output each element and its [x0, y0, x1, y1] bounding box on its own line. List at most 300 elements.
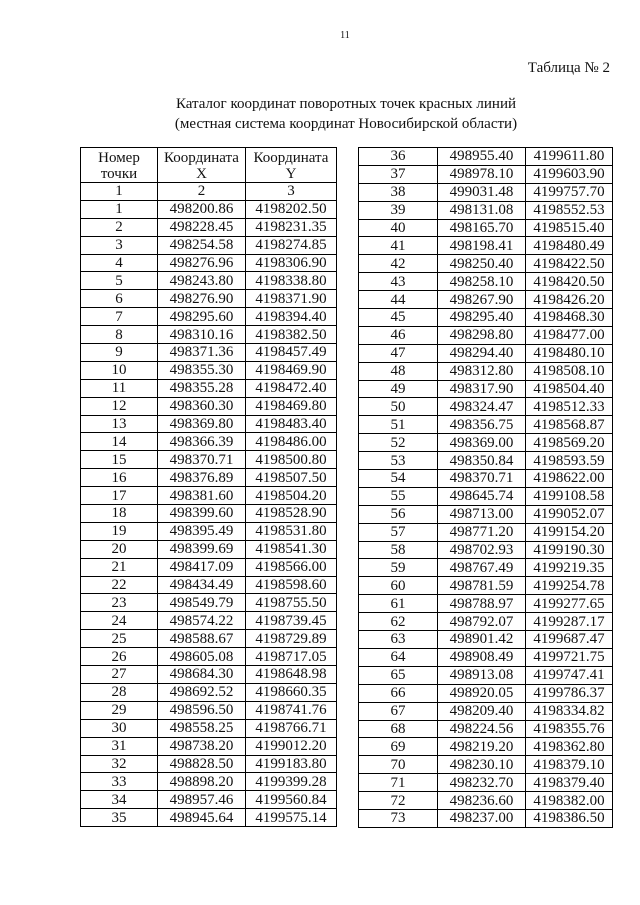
cell-coord-y: 4198202.50 [246, 200, 337, 218]
table-row [81, 379, 337, 397]
column-number-cell: 2 [158, 183, 246, 201]
header-text: Координата [164, 149, 239, 166]
table-row [359, 505, 613, 523]
cell-coord-y: 4198486.00 [246, 433, 337, 451]
cell-coord-x: 498198.41 [438, 237, 526, 255]
cell-coord-y: 4198469.90 [246, 361, 337, 379]
cell-coord-y: 4198500.80 [246, 451, 337, 469]
table-row [359, 487, 613, 505]
cell-coord-y: 4198593.59 [526, 452, 613, 470]
cell-coord-x: 498298.80 [438, 326, 526, 344]
cell-coord-y: 4199611.80 [526, 148, 613, 166]
cell-coord-x: 498369.00 [438, 434, 526, 452]
cell-coord-y: 4198379.40 [526, 774, 613, 792]
table-row [359, 416, 613, 434]
cell-coord-x: 498558.25 [158, 719, 246, 737]
cell-coord-x: 498355.30 [158, 361, 246, 379]
table-row [81, 773, 337, 791]
column-number-cell: 1 [81, 183, 158, 201]
cell-coord-x: 498692.52 [158, 683, 246, 701]
cell-coord-y: 4198512.33 [526, 398, 613, 416]
table-row [81, 522, 337, 540]
cell-coord-x: 498236.60 [438, 792, 526, 810]
cell-coord-y: 4198469.80 [246, 397, 337, 415]
cell-coord-x: 498417.09 [158, 558, 246, 576]
cell-point-number: 27 [81, 666, 158, 684]
table-row [81, 469, 337, 487]
cell-point-number: 45 [359, 309, 438, 327]
cell-point-number: 3 [81, 236, 158, 254]
table-row [359, 183, 613, 201]
cell-coord-y: 4199786.37 [526, 684, 613, 702]
cell-point-number: 63 [359, 631, 438, 649]
table-row [81, 505, 337, 523]
table-row [359, 201, 613, 219]
cell-coord-y: 4198362.80 [526, 738, 613, 756]
cell-coord-y: 4199108.58 [526, 487, 613, 505]
cell-coord-x: 498596.50 [158, 701, 246, 719]
cell-point-number: 53 [359, 452, 438, 470]
cell-coord-x: 498237.00 [438, 809, 526, 827]
table-row [359, 380, 613, 398]
cell-point-number: 30 [81, 719, 158, 737]
cell-point-number: 29 [81, 701, 158, 719]
cell-coord-y: 4199277.65 [526, 595, 613, 613]
cell-coord-y: 4198422.50 [526, 255, 613, 273]
cell-coord-x: 498356.75 [438, 416, 526, 434]
table-row [359, 470, 613, 488]
header-text: X [196, 165, 207, 182]
column-number-cell: 3 [246, 183, 337, 201]
cell-coord-x: 498702.93 [438, 541, 526, 559]
cell-point-number: 41 [359, 237, 438, 255]
cell-coord-x: 498366.39 [158, 433, 246, 451]
cell-coord-x: 498376.89 [158, 469, 246, 487]
cell-coord-x: 498219.20 [438, 738, 526, 756]
header-row [81, 148, 337, 183]
table-row [359, 309, 613, 327]
cell-point-number: 28 [81, 683, 158, 701]
table-row [81, 594, 337, 612]
cell-point-number: 8 [81, 326, 158, 344]
table-row [81, 719, 337, 737]
cell-point-number: 51 [359, 416, 438, 434]
cell-point-number: 2 [81, 218, 158, 236]
table-row [81, 701, 337, 719]
cell-point-number: 68 [359, 720, 438, 738]
cell-coord-y: 4198507.50 [246, 469, 337, 487]
cell-point-number: 57 [359, 523, 438, 541]
header-text: Y [285, 165, 297, 182]
cell-point-number: 23 [81, 594, 158, 612]
table-row [81, 433, 337, 451]
cell-point-number: 71 [359, 774, 438, 792]
cell-coord-y: 4198552.53 [526, 201, 613, 219]
cell-point-number: 21 [81, 558, 158, 576]
cell-coord-x: 498792.07 [438, 613, 526, 631]
cell-coord-y: 4199757.70 [526, 183, 613, 201]
cell-coord-x: 498399.60 [158, 505, 246, 523]
header-text: Координата [253, 149, 329, 166]
cell-coord-x: 498230.10 [438, 756, 526, 774]
table-row [359, 291, 613, 309]
cell-point-number: 65 [359, 666, 438, 684]
cell-point-number: 48 [359, 362, 438, 380]
catalog-heading [80, 94, 612, 134]
cell-coord-y: 4198379.10 [526, 756, 613, 774]
cell-coord-x: 498276.96 [158, 254, 246, 272]
cell-coord-x: 498131.08 [438, 201, 526, 219]
cell-point-number: 20 [81, 540, 158, 558]
page-number: 11 [340, 30, 350, 41]
cell-coord-x: 498908.49 [438, 648, 526, 666]
cell-point-number: 36 [359, 148, 438, 166]
table-row [359, 326, 613, 344]
cell-point-number: 9 [81, 344, 158, 362]
cell-coord-y: 4198569.20 [526, 434, 613, 452]
cell-point-number: 38 [359, 183, 438, 201]
cell-coord-x: 498828.50 [158, 755, 246, 773]
table-row [81, 254, 337, 272]
cell-coord-x: 498294.40 [438, 344, 526, 362]
cell-point-number: 18 [81, 505, 158, 523]
catalog-title: Каталог координат поворотных точек красных линий [175, 96, 517, 112]
cell-coord-x: 498224.56 [438, 720, 526, 738]
cell-coord-y: 4198766.71 [246, 719, 337, 737]
cell-point-number: 54 [359, 470, 438, 488]
cell-point-number: 22 [81, 576, 158, 594]
table-row [359, 756, 613, 774]
cell-coord-y: 4198371.90 [246, 290, 337, 308]
table-row [359, 666, 613, 684]
table-row [359, 702, 613, 720]
cell-coord-x: 498381.60 [158, 487, 246, 505]
cell-coord-x: 498767.49 [438, 559, 526, 577]
header-cell-coord-x [158, 148, 246, 183]
cell-coord-x: 498310.16 [158, 326, 246, 344]
cell-coord-x: 498228.45 [158, 218, 246, 236]
cell-point-number: 17 [81, 487, 158, 505]
table-row [359, 398, 613, 416]
header-text: Номер [98, 149, 140, 166]
cell-coord-x: 498771.20 [438, 523, 526, 541]
cell-coord-y: 4199560.84 [246, 791, 337, 809]
cell-coord-y: 4198472.40 [246, 379, 337, 397]
cell-coord-x: 498395.49 [158, 522, 246, 540]
cell-point-number: 56 [359, 505, 438, 523]
cell-point-number: 32 [81, 755, 158, 773]
cell-coord-y: 4198755.50 [246, 594, 337, 612]
table-row [81, 755, 337, 773]
cell-point-number: 58 [359, 541, 438, 559]
cell-coord-x: 498350.84 [438, 452, 526, 470]
table-row [359, 809, 613, 827]
cell-coord-y: 4199012.20 [246, 737, 337, 755]
table-row [359, 631, 613, 649]
cell-point-number: 35 [81, 809, 158, 827]
cell-coord-x: 498684.30 [158, 666, 246, 684]
cell-coord-y: 4198531.80 [246, 522, 337, 540]
cell-point-number: 66 [359, 684, 438, 702]
cell-point-number: 4 [81, 254, 158, 272]
cell-point-number: 64 [359, 648, 438, 666]
cell-coord-y: 4199399.28 [246, 773, 337, 791]
cell-point-number: 15 [81, 451, 158, 469]
table-row [81, 272, 337, 290]
cell-coord-x: 498258.10 [438, 273, 526, 291]
cell-point-number: 47 [359, 344, 438, 362]
table-row [81, 290, 337, 308]
cell-coord-y: 4199154.20 [526, 523, 613, 541]
cell-coord-y: 4198382.00 [526, 792, 613, 810]
cell-point-number: 10 [81, 361, 158, 379]
cell-coord-y: 4198528.90 [246, 505, 337, 523]
table-row [81, 683, 337, 701]
cell-point-number: 40 [359, 219, 438, 237]
header-cell-coord-y [246, 148, 337, 183]
cell-coord-x: 498232.70 [438, 774, 526, 792]
table-row [359, 613, 613, 631]
cell-coord-x: 498200.86 [158, 200, 246, 218]
table-row [81, 415, 337, 433]
cell-point-number: 24 [81, 612, 158, 630]
table-row [359, 774, 613, 792]
table-row [81, 344, 337, 362]
cell-point-number: 39 [359, 201, 438, 219]
coordinates-table-right [358, 147, 613, 828]
column-number-row [81, 183, 337, 201]
cell-coord-y: 4198739.45 [246, 612, 337, 630]
cell-coord-x: 498645.74 [438, 487, 526, 505]
cell-point-number: 46 [359, 326, 438, 344]
cell-coord-x: 498355.28 [158, 379, 246, 397]
cell-coord-y: 4198568.87 [526, 416, 613, 434]
cell-coord-x: 498713.00 [438, 505, 526, 523]
cell-point-number: 72 [359, 792, 438, 810]
cell-coord-y: 4198420.50 [526, 273, 613, 291]
cell-coord-y: 4198355.76 [526, 720, 613, 738]
cell-coord-x: 498574.22 [158, 612, 246, 630]
cell-coord-x: 498549.79 [158, 594, 246, 612]
table-row [81, 666, 337, 684]
cell-coord-y: 4198274.85 [246, 236, 337, 254]
table-row [81, 791, 337, 809]
cell-coord-y: 4199575.14 [246, 809, 337, 827]
cell-coord-x: 498788.97 [438, 595, 526, 613]
cell-coord-y: 4199747.41 [526, 666, 613, 684]
cell-coord-y: 4199721.75 [526, 648, 613, 666]
cell-point-number: 6 [81, 290, 158, 308]
cell-coord-y: 4198648.98 [246, 666, 337, 684]
table-row [359, 595, 613, 613]
cell-point-number: 16 [81, 469, 158, 487]
cell-coord-y: 4198508.10 [526, 362, 613, 380]
cell-coord-x: 498165.70 [438, 219, 526, 237]
table-row [359, 165, 613, 183]
cell-coord-y: 4198334.82 [526, 702, 613, 720]
table-row [81, 487, 337, 505]
table-number-label: Таблица № 2 [527, 60, 610, 76]
table-row [81, 558, 337, 576]
cell-point-number: 1 [81, 200, 158, 218]
cell-coord-x: 498369.80 [158, 415, 246, 433]
table-row [359, 219, 613, 237]
cell-point-number: 7 [81, 308, 158, 326]
table-row [81, 361, 337, 379]
catalog-subtitle: (местная система координат Новосибирской области) [174, 116, 518, 132]
cell-coord-x: 498295.60 [158, 308, 246, 326]
cell-coord-x: 498738.20 [158, 737, 246, 755]
cell-coord-y: 4198480.49 [526, 237, 613, 255]
cell-coord-y: 4198231.35 [246, 218, 337, 236]
cell-coord-y: 4198504.20 [246, 487, 337, 505]
cell-coord-x: 498312.80 [438, 362, 526, 380]
cell-coord-y: 4198477.00 [526, 326, 613, 344]
cell-coord-x: 498317.90 [438, 380, 526, 398]
table-row [81, 809, 337, 827]
cell-coord-x: 498370.71 [438, 470, 526, 488]
table-row [359, 148, 613, 166]
table-row [359, 738, 613, 756]
cell-point-number: 26 [81, 648, 158, 666]
cell-coord-y: 4198717.05 [246, 648, 337, 666]
cell-point-number: 43 [359, 273, 438, 291]
cell-coord-x: 498276.90 [158, 290, 246, 308]
table-row [359, 344, 613, 362]
cell-coord-x: 498920.05 [438, 684, 526, 702]
table-row [359, 648, 613, 666]
cell-coord-x: 498243.80 [158, 272, 246, 290]
cell-coord-y: 4198386.50 [526, 809, 613, 827]
table-row [81, 612, 337, 630]
cell-coord-y: 4198468.30 [526, 309, 613, 327]
cell-coord-x: 498898.20 [158, 773, 246, 791]
cell-point-number: 34 [81, 791, 158, 809]
table-row [81, 397, 337, 415]
cell-coord-y: 4198741.76 [246, 701, 337, 719]
table-row [81, 737, 337, 755]
cell-point-number: 67 [359, 702, 438, 720]
cell-coord-x: 498370.71 [158, 451, 246, 469]
cell-coord-x: 498781.59 [438, 577, 526, 595]
cell-point-number: 12 [81, 397, 158, 415]
table-row [359, 541, 613, 559]
cell-coord-x: 498254.58 [158, 236, 246, 254]
cell-coord-y: 4198504.40 [526, 380, 613, 398]
table-row [359, 720, 613, 738]
cell-coord-x: 498434.49 [158, 576, 246, 594]
cell-coord-x: 498360.30 [158, 397, 246, 415]
table-row [359, 792, 613, 810]
cell-coord-y: 4199254.78 [526, 577, 613, 595]
table-row [359, 255, 613, 273]
header-cell-point-number [81, 148, 158, 183]
cell-coord-y: 4198622.00 [526, 470, 613, 488]
table-row [359, 577, 613, 595]
cell-coord-x: 498588.67 [158, 630, 246, 648]
cell-coord-y: 4198426.20 [526, 291, 613, 309]
cell-coord-y: 4198660.35 [246, 683, 337, 701]
table-row [81, 218, 337, 236]
table-row [81, 326, 337, 344]
cell-coord-y: 4198480.10 [526, 344, 613, 362]
cell-coord-y: 4198338.80 [246, 272, 337, 290]
cell-point-number: 70 [359, 756, 438, 774]
cell-point-number: 59 [359, 559, 438, 577]
cell-point-number: 44 [359, 291, 438, 309]
cell-point-number: 49 [359, 380, 438, 398]
cell-coord-y: 4199052.07 [526, 505, 613, 523]
cell-point-number: 42 [359, 255, 438, 273]
cell-coord-y: 4198598.60 [246, 576, 337, 594]
cell-point-number: 73 [359, 809, 438, 827]
cell-coord-x: 498295.40 [438, 309, 526, 327]
cell-point-number: 62 [359, 613, 438, 631]
cell-point-number: 69 [359, 738, 438, 756]
header-text: точки [100, 165, 138, 182]
table-row [81, 576, 337, 594]
cell-coord-x: 499031.48 [438, 183, 526, 201]
table-row [81, 630, 337, 648]
cell-coord-x: 498250.40 [438, 255, 526, 273]
cell-coord-y: 4199603.90 [526, 165, 613, 183]
cell-point-number: 55 [359, 487, 438, 505]
table-row [81, 236, 337, 254]
cell-point-number: 25 [81, 630, 158, 648]
cell-coord-x: 498957.46 [158, 791, 246, 809]
table-row [359, 523, 613, 541]
cell-coord-x: 498209.40 [438, 702, 526, 720]
cell-point-number: 13 [81, 415, 158, 433]
cell-coord-x: 498605.08 [158, 648, 246, 666]
cell-coord-y: 4198541.30 [246, 540, 337, 558]
cell-point-number: 52 [359, 434, 438, 452]
table-row [359, 452, 613, 470]
cell-coord-x: 498399.69 [158, 540, 246, 558]
cell-coord-y: 4198729.89 [246, 630, 337, 648]
table-row [359, 434, 613, 452]
table-row [81, 200, 337, 218]
cell-point-number: 60 [359, 577, 438, 595]
cell-coord-x: 498945.64 [158, 809, 246, 827]
cell-point-number: 37 [359, 165, 438, 183]
table-row [359, 684, 613, 702]
cell-coord-y: 4198457.49 [246, 344, 337, 362]
cell-coord-y: 4198483.40 [246, 415, 337, 433]
cell-coord-x: 498324.47 [438, 398, 526, 416]
cell-coord-x: 498267.90 [438, 291, 526, 309]
cell-point-number: 61 [359, 595, 438, 613]
cell-coord-x: 498978.10 [438, 165, 526, 183]
table-row [81, 308, 337, 326]
cell-coord-y: 4198394.40 [246, 308, 337, 326]
cell-coord-x: 498371.36 [158, 344, 246, 362]
cell-coord-y: 4198382.50 [246, 326, 337, 344]
cell-point-number: 19 [81, 522, 158, 540]
coordinates-table-left [80, 147, 337, 827]
cell-coord-x: 498955.40 [438, 148, 526, 166]
cell-point-number: 11 [81, 379, 158, 397]
cell-coord-y: 4198306.90 [246, 254, 337, 272]
cell-point-number: 5 [81, 272, 158, 290]
cell-coord-y: 4199183.80 [246, 755, 337, 773]
cell-point-number: 50 [359, 398, 438, 416]
cell-coord-y: 4198515.40 [526, 219, 613, 237]
cell-point-number: 31 [81, 737, 158, 755]
cell-coord-y: 4199687.47 [526, 631, 613, 649]
cell-point-number: 14 [81, 433, 158, 451]
cell-coord-x: 498913.08 [438, 666, 526, 684]
